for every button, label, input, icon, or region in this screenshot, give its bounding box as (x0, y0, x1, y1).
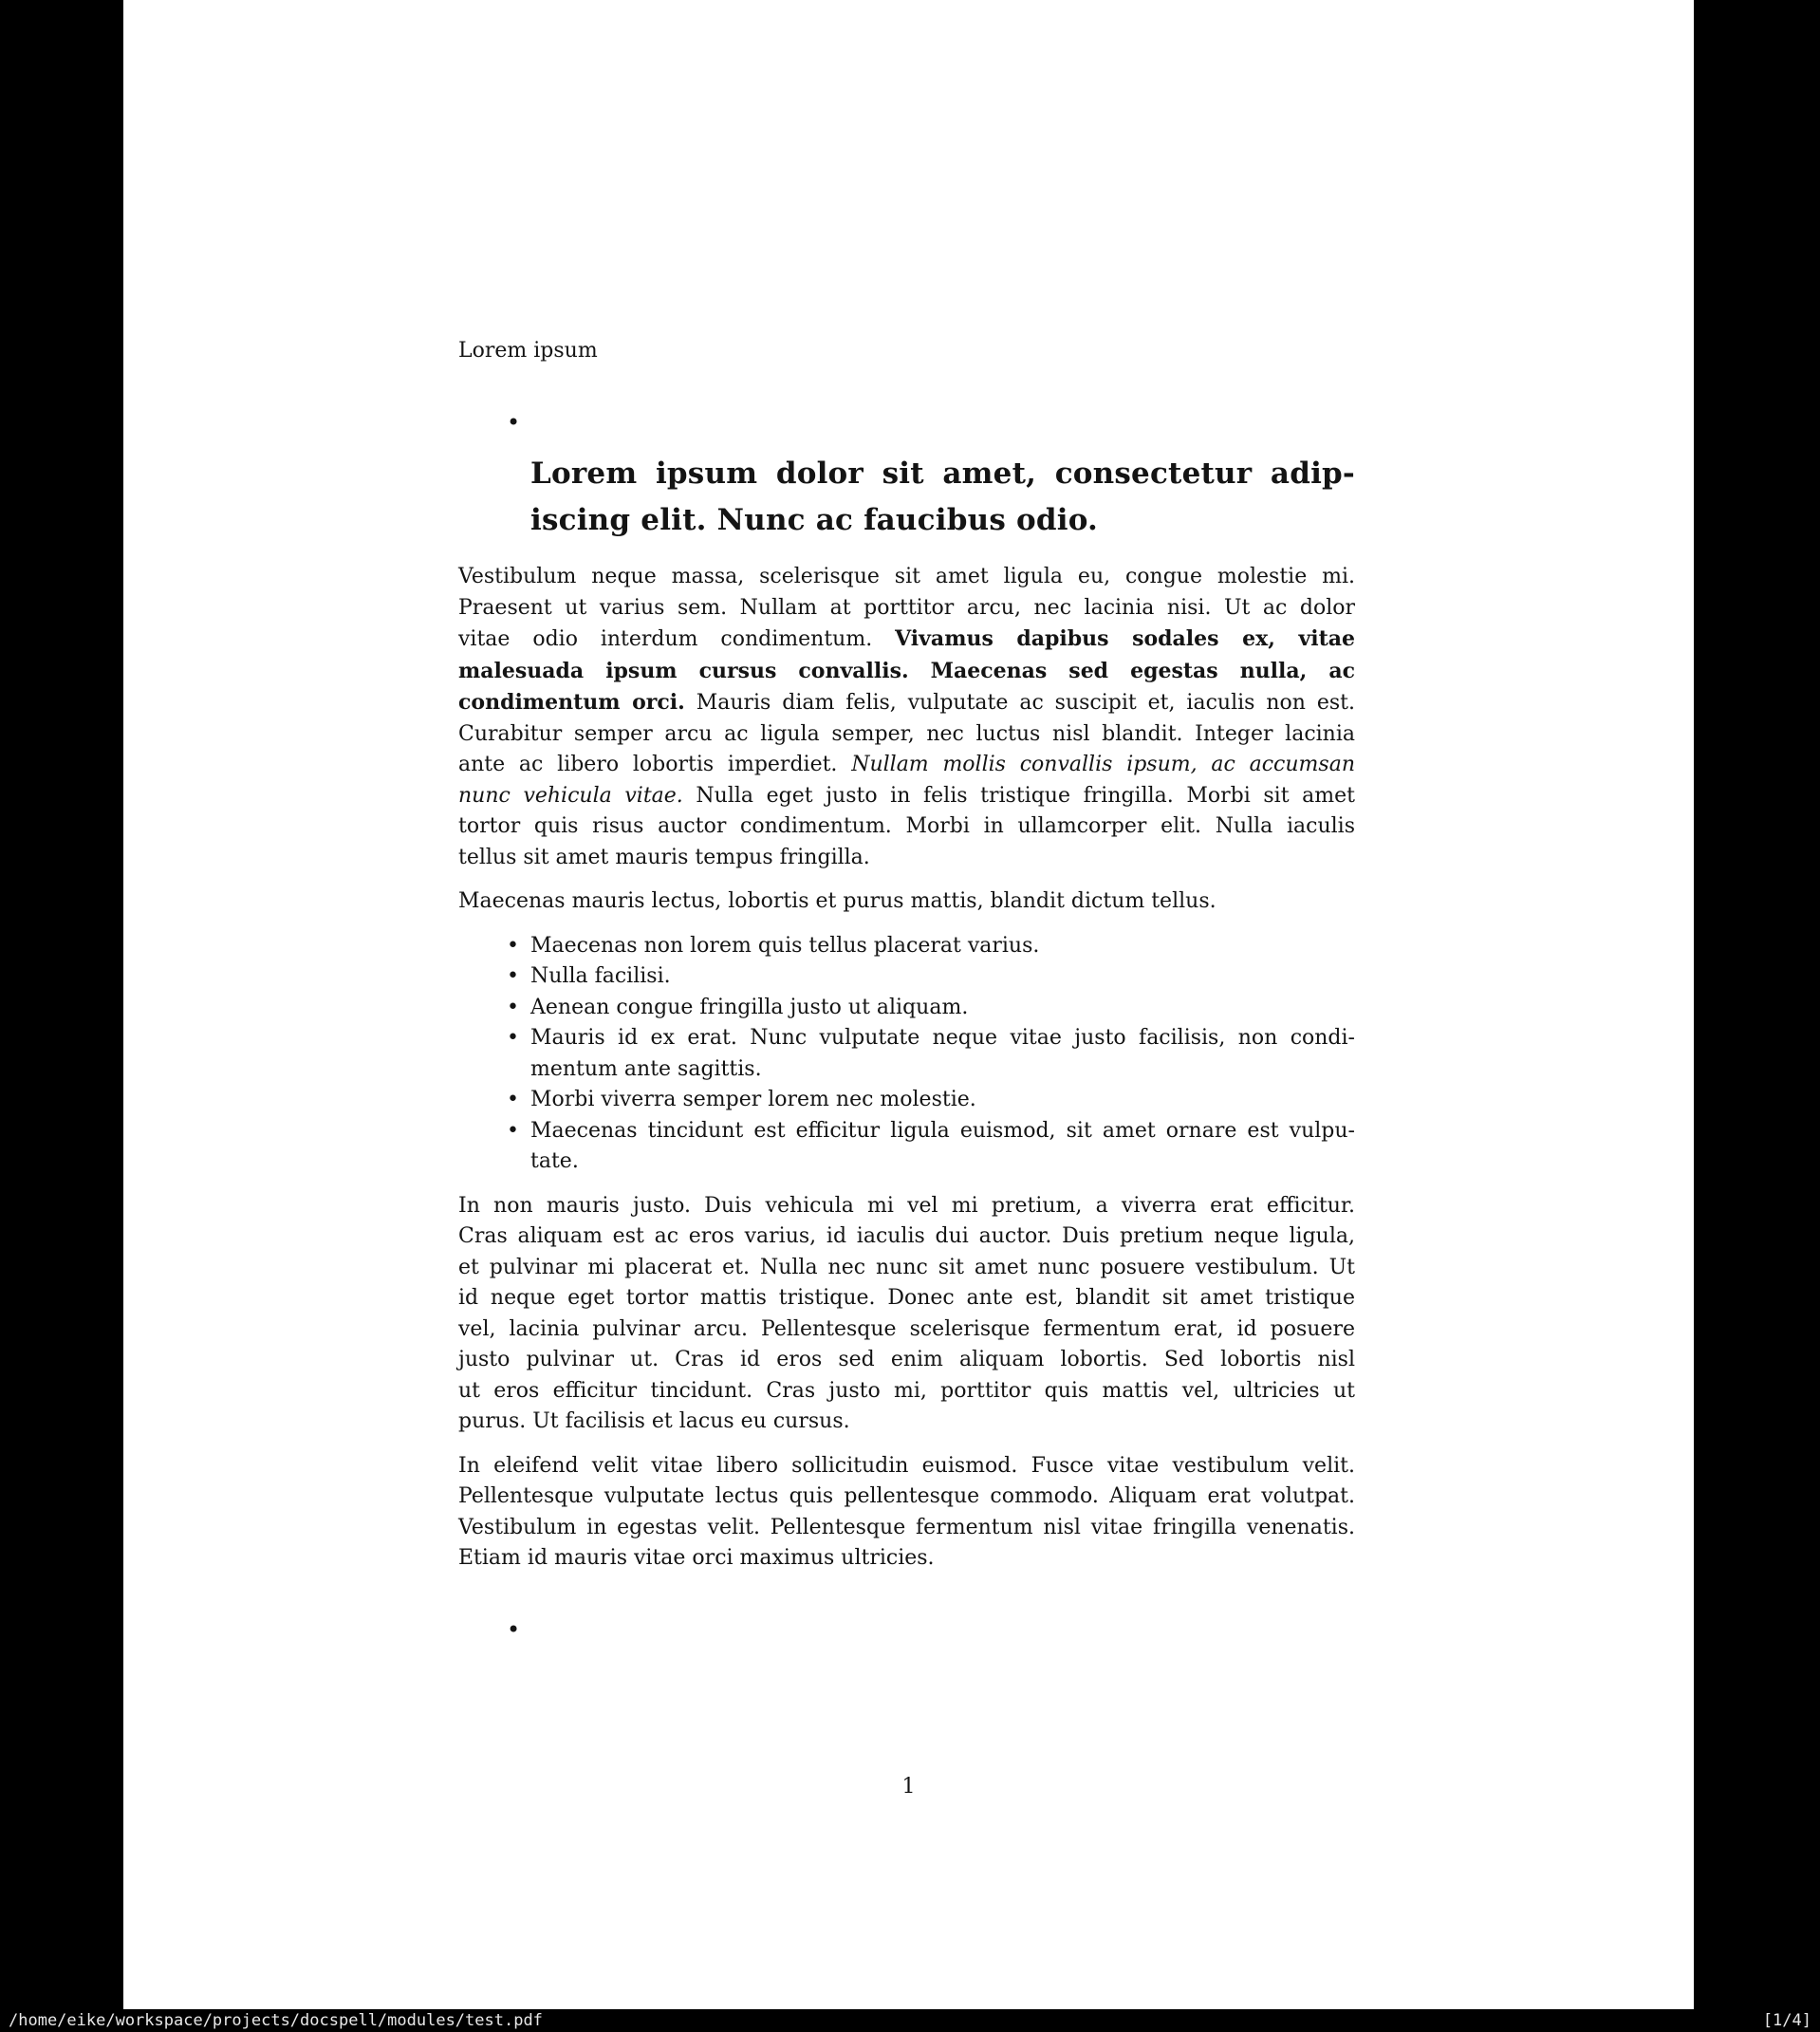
text-line: tortor quis risus auctor condimentum. Morbi in ullamcorper elit. Nulla iaculis (458, 814, 1355, 838)
list-item-text (530, 1085, 1355, 1116)
bullet-icon: • (507, 933, 519, 958)
text-line: justo pulvinar ut. Cras id eros sed enim aliquam lobortis. Sed lobortis nisl (458, 1348, 1355, 1371)
list-item (458, 961, 1355, 993)
paragraph (458, 886, 1355, 918)
bullet-icon: • (507, 995, 519, 1019)
text-line: ante ac libero lobortis imperdiet. Nullam mollis convallis ipsum, ac accumsan (458, 753, 1355, 776)
text-line: Morbi viverra semper lorem nec molestie. (530, 1088, 976, 1111)
text-line: Mauris id ex erat. Nunc vulputate neque vitae justo facilisis, non condi- (530, 1026, 1355, 1050)
bullet-icon: • (507, 1615, 521, 1643)
section-heading (530, 451, 1355, 544)
text-line: et pulvinar mi placerat et. Nulla nec nunc sit amet nunc posuere vestibulum. Ut (458, 1255, 1355, 1279)
page-number: 1 (901, 1775, 916, 1799)
text-line: Vestibulum neque massa, scelerisque sit amet ligula eu, congue molestie mi. (458, 565, 1355, 588)
intro-text: Lorem ipsum (458, 339, 598, 363)
text-line: tellus sit amet mauris tempus fringilla. (458, 845, 870, 869)
list-item (458, 1085, 1355, 1116)
text-line: vitae odio interdum condimentum. Vivamus dapibus sodales ex, vitae (458, 626, 1355, 651)
paragraph (458, 562, 1355, 873)
text-column (458, 336, 1355, 1645)
text-line: Lorem ipsum dolor sit amet, consectetur adip- (530, 457, 1355, 491)
text-line: iscing elit. Nunc ac faucibus odio. (530, 503, 1099, 537)
status-file-path: /home/eike/workspace/projects/docspell/modules/test.pdf (9, 2011, 543, 2030)
paragraph (458, 1191, 1355, 1438)
text-line: condimentum orci. Mauris diam felis, vulputate ac suscipit et, iaculis non est. (458, 690, 1355, 715)
text-line: purus. Ut facilisis et lacus eu cursus. (458, 1409, 850, 1433)
text-line: Curabitur semper arcu ac ligula semper, nec luctus nisl blandit. Integer lacinia (458, 721, 1355, 746)
text-line: Maecenas mauris lectus, lobortis et purus mattis, blandit dictum tellus. (458, 889, 1216, 913)
text-line: Pellentesque vulputate lectus quis pellentesque commodo. Aliquam erat volutpat. (458, 1484, 1355, 1508)
text-line: id neque eget tortor mattis tristique. Donec ante est, blandit sit amet tristique (458, 1286, 1355, 1310)
bullet-icon: • (507, 1118, 519, 1143)
bullet-icon: • (507, 1026, 519, 1050)
status-bar (0, 2009, 1820, 2032)
text-line: Etiam id mauris vitae orci maximus ultricies. (458, 1546, 935, 1570)
text-line: ut eros efficitur tincidunt. Cras justo mi, porttitor quis mattis vel, ultricies ut (458, 1378, 1355, 1403)
paragraph (458, 1451, 1355, 1575)
document-page (123, 0, 1694, 2009)
list-item (458, 1023, 1355, 1085)
list-item-text (530, 931, 1355, 962)
text-line: vel, lacinia pulvinar arcu. Pellentesque scelerisque fermentum erat, id posuere (458, 1316, 1355, 1341)
text-line: Praesent ut varius sem. Nullam at porttitor arcu, nec lacinia nisi. Ut ac dolor (458, 595, 1355, 620)
list-item-text (530, 993, 1355, 1024)
bullet-icon: • (507, 408, 521, 436)
empty-list-item (458, 1614, 1355, 1646)
text-line: mentum ante sagittis. (530, 1056, 762, 1081)
list-item (458, 931, 1355, 962)
list-item (458, 1116, 1355, 1178)
bullet-icon: • (507, 964, 519, 988)
bullet-list (458, 931, 1355, 1178)
text-line: Nulla facilisi. (530, 964, 671, 988)
list-item-text (530, 961, 1355, 993)
list-item-text (530, 1116, 1355, 1178)
text-line: Vestibulum in egestas velit. Pellentesque fermentum nisl vitae fringilla venenatis. (458, 1515, 1355, 1539)
text-line: In non mauris justo. Duis vehicula mi vel mi pretium, a viverra erat efficitur. (458, 1193, 1355, 1218)
status-page-indicator: [1/4] (1762, 2011, 1811, 2030)
text-line: Maecenas tincidunt est efficitur ligula euismod, sit amet ornare est vulpu- (530, 1118, 1355, 1143)
text-line: In eleifend velit vitae libero sollicitudin euismod. Fusce vitae vestibulum velit. (458, 1453, 1355, 1478)
list-item-text (530, 1023, 1355, 1085)
empty-list-item (458, 407, 1355, 438)
list-item (458, 993, 1355, 1024)
bullet-icon: • (507, 1088, 519, 1111)
text-line: tate. (530, 1149, 579, 1173)
text-line: Aenean congue fringilla justo ut aliquam. (530, 995, 969, 1019)
text-line: malesuada ipsum cursus convallis. Maecenas sed egestas nulla, ac (458, 658, 1355, 683)
text-line: nunc vehicula vitae. Nulla eget justo in felis tristique fringilla. Morbi sit amet (458, 783, 1356, 808)
text-line: Cras aliquam est ac eros varius, id iaculis dui auctor. Duis pretium neque ligula, (458, 1224, 1355, 1248)
text-line: Maecenas non lorem quis tellus placerat varius. (530, 933, 1040, 958)
